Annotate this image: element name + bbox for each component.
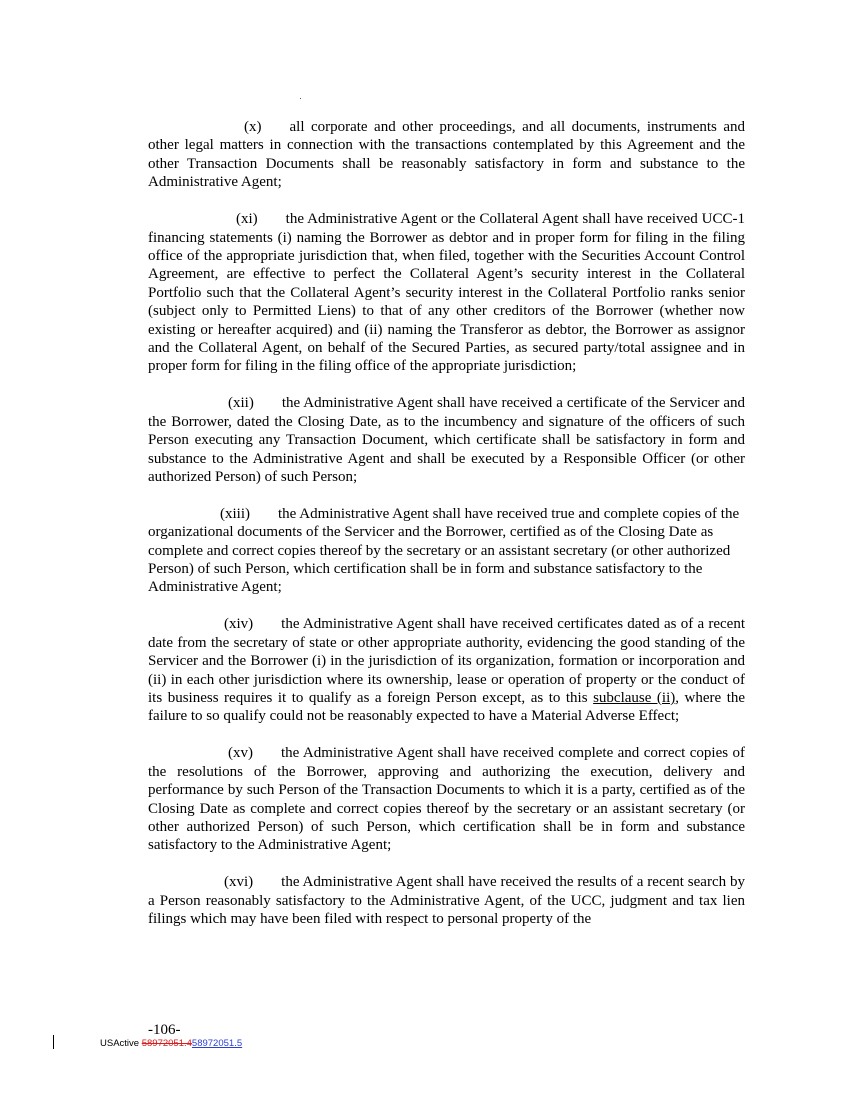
document-footer [100,1038,242,1049]
clause-number: (xiii) [220,505,250,522]
clause-text: all corporate and other proceedings, and all documents, instruments and other legal matters in connection with the transactions contemplated by this Agreement and the other Transaction Documents shall be reasonably satisfactory in form and substance to the Administrative Agent; [148,119,745,191]
footer-deleted-doc-id: 58972051.4 [141,1038,192,1049]
clause-number: (xii) [228,395,254,412]
clause-xvi [148,873,745,928]
clause-text: the Administrative Agent shall have received a certificate of the Servicer and the Borrower, dated the Closing Date, as to the incumbency and signature of the officers of such Person executing any Transaction Document, which certificate shall be satisfactory in form and substance to the Administrative Agent and shall be executed by a Responsible Officer (or other authorized Person) of such Person; [148,395,745,485]
clause-number: (xi) [236,211,258,228]
clause-xv [148,744,745,854]
footer-inserted-doc-id: 58972051.5 [191,1038,243,1049]
clause-number: (xiv) [224,616,254,633]
footer-prefix: USActive [100,1038,142,1049]
clause-text: the Administrative Agent shall have received the results of a recent search by a Person reasonably satisfactory to the Administrative Agent, of the UCC, judgment and tax lien filings which may have been filed with respect to personal property of the [148,874,745,928]
clause-text: the Administrative Agent shall have received complete and correct copies of the resolutions of the Borrower, approving and authorizing the execution, delivery and performance by such Person of the Transaction Documents to which it is a party, certified as of the Closing Date as complete and correct copies thereof by the secretary or an assistant secretary (or other authorized Person) of such Person, which certification shall be in form and substance satisfactory to the Administrative Agent; [148,745,745,854]
clause-number: (x) [244,119,262,135]
clause-xiv [148,615,745,725]
clause-xii [148,394,745,486]
change-bar [53,1035,54,1049]
clause-xiii [148,505,745,597]
clause-text-after: , where the failure to so qualify could not be reasonably expected to have a Material Adverse Effect; [148,689,746,725]
clause-x [148,118,745,192]
clause-number: (xvi) [224,874,254,891]
subclause-reference: subclause (ii) [593,689,676,706]
document-body [148,118,745,947]
page-number: -106- [148,1022,181,1038]
stray-mark [300,98,301,99]
clause-text: the Administrative Agent shall have received true and complete copies of the organizational documents of the Servicer and the Borrower, certified as of the Closing Date as complete and correct copies thereof by the secretary or an assistant secretary (or other authorized Person) of such Person, which certification shall be in form and substance satisfactory to the Administrative Agent; [148,505,740,596]
clause-text: the Administrative Agent or the Collateral Agent shall have received UCC-1 financing statements (i) naming the Borrower as debtor and in proper form for filing in the filing office of the appropriate jurisdiction that, when filed, together with the Securities Account Control Agreement, are effective to perfect the Collateral Agent’s security interest in the Collateral Portfolio such that the Collateral Agent’s security interest in the Collateral Portfolio ranks senior (subject only to Permitted Liens) to that of any other creditors of the Borrower (whether now existing or hereafter acquired) and (ii) naming the Transferor as debtor, the Borrower as assignor and the Collateral Agent, on behalf of the Secured Parties, as secured party/total assignee and in proper form for filing in the filing office of the appropriate jurisdiction; [148,211,745,375]
clause-number: (xv) [228,745,253,762]
clause-xi [148,210,745,376]
clause-text-before: the Administrative Agent shall have received certificates dated as of a recent date from the secretary of state or other appropriate authority, evidencing the good standing of the Servicer and the Borrower (i) in the jurisdiction of its organization, formation or incorporation and (ii) in each other jurisdiction where its ownership, lease or operation of property or the conduct of its business requires it to qualify as a foreign Person except, as to this [148,616,745,706]
